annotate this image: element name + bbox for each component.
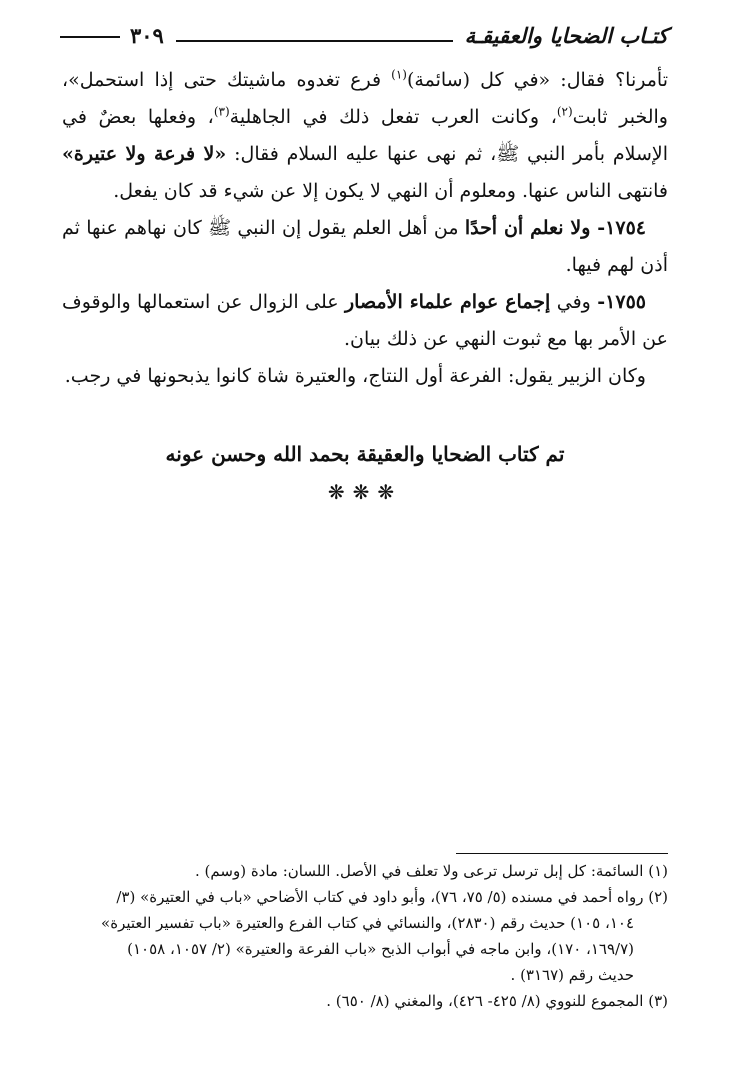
page-number: ٣٠٩ <box>130 22 164 48</box>
footnote-ref-2: (٢) <box>556 104 573 119</box>
footnote-3: (٣) المجموع للنووي (٨/ ٤٢٥- ٤٢٦)، والمغني (٨/ ٦٥٠) . <box>326 992 668 1010</box>
para1-text-e: ، وفعلها بعضٌ في الإسلام بأمر النبي ﷺ، ثم نهى عنها عليه السلام فقال: <box>62 106 668 165</box>
footnote-2-cont-3: حديث رقم (٣١٦٧) . <box>510 966 634 984</box>
footnote-2-cont-2: (١٦٩/٧، ١٧٠)، وابن ماجه في أبواب الذبح «باب الفرعة والعتيرة» (٢/ ١٠٥٧، ١٠٥٨) <box>127 940 634 958</box>
footnote-separator <box>456 853 668 854</box>
para1-text-f: فانتهى الناس عنها. ومعلوم أن النهي لا يكون إلا عن شيء قد كان يفعل. <box>113 180 668 202</box>
paragraph-1755 <box>62 284 668 358</box>
paragraph-1 <box>62 62 668 210</box>
paragraph-1754 <box>62 210 668 284</box>
page-header <box>60 18 668 52</box>
para-1754-lead: ١٧٥٤- ولا نعلم أن أحدًا <box>464 217 646 239</box>
header-rule <box>176 40 453 42</box>
closing-line: تم كتاب الضحايا والعقيقة بحمد الله وحسن عونه <box>165 442 565 466</box>
footnote-ref-1: (١) <box>391 67 407 82</box>
running-title: كتـاب الضحايا والعقيقـة <box>464 22 668 48</box>
footnote-1: (١) السائمة: كل إبل ترسل ترعى ولا تعلف في الأصل. اللسان: مادة (وسم) . <box>195 862 668 880</box>
para-1754-text: من أهل العلم يقول إن النبي ﷺ كان نهاهم عنها ثم أذن لهم فيها. <box>62 217 668 276</box>
para-1755-bold: إجماع عوام علماء الأمصار <box>344 291 551 313</box>
footnote-2: (٢) رواه أحمد في مسنده (٥/ ٧٥، ٧٦)، وأبو داود في كتاب الأضاحي «باب في العتيرة» (٣/ <box>116 888 668 906</box>
para1-text-a: تأمرنا؟ فقال: «في كل (سائمة) <box>406 69 668 91</box>
para1-text-b: فرع تغدوه ماشيتك حتى إذا استحمل»، <box>62 69 392 91</box>
para-1755-number: ١٧٥٥- <box>597 291 646 313</box>
ornament-stars: ❋❋❋ <box>327 480 403 504</box>
footnote-ref-3: (٣) <box>213 104 230 119</box>
header-rule-short <box>60 36 120 38</box>
para1-text-d: ، وكانت العرب تفعل ذلك في الجاهلية <box>229 106 557 128</box>
hadith-quote: «لا فرعة ولا عتيرة» <box>62 143 227 165</box>
para-1755-text: على الزوال عن استعمالها والوقوف عن الأمر بها مع ثبوت النهي عن ذلك بيان. <box>62 291 668 350</box>
footnotes <box>62 858 668 1014</box>
header-page-number-group <box>60 23 164 48</box>
main-text <box>62 62 668 395</box>
footnote-2-cont-1: ١٠٤، ١٠٥) حديث رقم (٢٨٣٠)، والنسائي في كتاب الفرع والعتيرة «باب تفسير العتيرة» <box>101 914 634 932</box>
para-1755-pre: وفي <box>550 291 598 313</box>
paragraph-zubair <box>62 358 668 395</box>
para-zubair-text: وكان الزبير يقول: الفرعة أول النتاج، والعتيرة شاة كانوا يذبحونها في رجب. <box>64 365 646 387</box>
para1-text-c: والخبر ثابت <box>572 106 668 128</box>
